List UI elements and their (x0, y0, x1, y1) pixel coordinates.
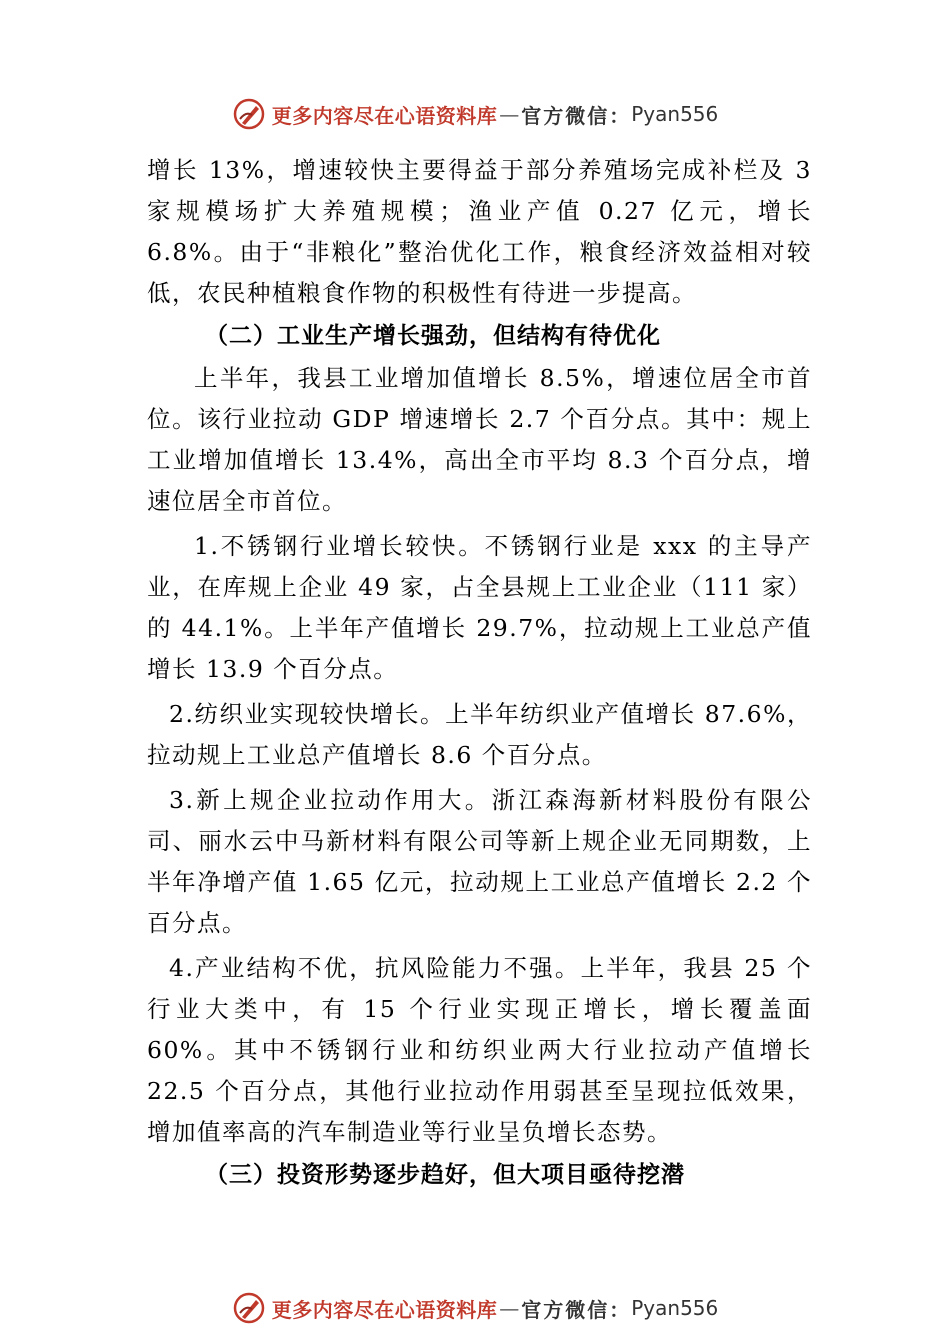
paragraph-new-enterprises: 3.新上规企业拉动作用大。浙江森海新材料股份有限公司、丽水云中马新材料有限公司等新上规企业无同期数，上半年净增产值 1.65 亿元，拉动规上工业总产值增长 2.2 个百分点。 (147, 786, 812, 937)
watermark-header (0, 92, 950, 136)
paragraph-structure: 4.产业结构不优，抗风险能力不强。上半年，我县 25 个行业大类中，有 15 个行业实现正增长，增长覆盖面 60%。其中不锈钢行业和纺织业两大行业拉动产值增长 22.5 个百分点，其他行业拉动作用弱甚至呈现拉低效果，增加值率高的汽车制造业等行业呈负增长态势。 (147, 954, 812, 1146)
watermark-main-text: 更多内容尽在心语资料库 (271, 103, 498, 128)
paragraph-stainless-steel: 1.不锈钢行业增长较快。不锈钢行业是 xxx 的主导产业，在库规上企业 49 家，占全县规上工业企业（111 家）的 44.1%。上半年产值增长 29.7%，拉动规上工业总产值增长 13.9 个百分点。 (147, 532, 812, 683)
paragraph-industry-summary: 上半年，我县工业增加值增长 8.5%，增速位居全市首位。该行业拉动 GDP 增速增长 2.7 个百分点。其中：规上工业增加值增长 13.4%，高出全市平均 8.3 个百分点，增速位居全市首位。 (147, 364, 812, 515)
pen-logo-icon (232, 97, 266, 131)
document-body (147, 150, 812, 1197)
pen-logo-icon (232, 1291, 266, 1325)
paragraph-livestock: 增长 13%，增速较快主要得益于部分养殖场完成补栏及 3 家规模场扩大养殖规模；渔业产值 0.27 亿元，增长 6.8%。由于“非粮化”整治优化工作，粮食经济效益相对较低，农民种植粮食作物的积极性有待进一步提高。 (147, 156, 812, 307)
section-heading-investment: （三）投资形势逐步趋好，但大项目亟待挖潜 (205, 1161, 685, 1188)
watermark-wechat-id: Pyan556 (631, 1296, 719, 1320)
watermark-wechat-label: 官方微信： (521, 103, 632, 128)
watermark-wechat-id: Pyan556 (631, 102, 719, 126)
watermark-footer (0, 1286, 950, 1330)
section-heading-industry: （二）工业生产增长强劲，但结构有待优化 (205, 322, 661, 349)
watermark-main-text: 更多内容尽在心语资料库 (271, 1297, 498, 1322)
watermark-dash: — (499, 1296, 520, 1320)
watermark-wechat-label: 官方微信： (521, 1297, 632, 1322)
watermark-dash: — (499, 102, 520, 126)
paragraph-textile: 2.纺织业实现较快增长。上半年纺织业产值增长 87.6%，拉动规上工业总产值增长 8.6 个百分点。 (147, 700, 812, 769)
